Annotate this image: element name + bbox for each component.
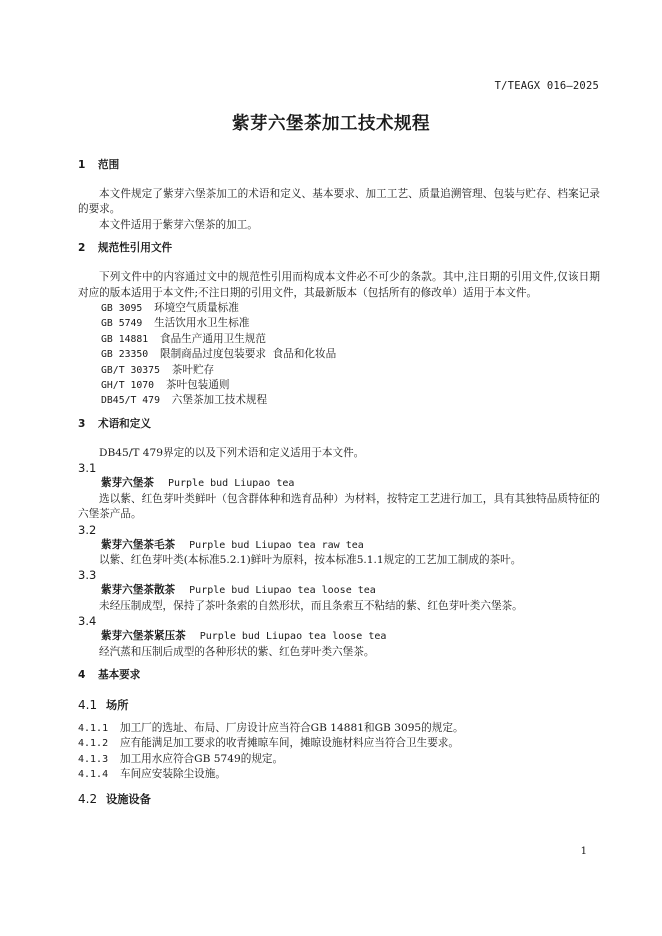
clause-item: 4.1.4 车间应安装除尘设施。 <box>78 768 226 781</box>
subsection-heading-site <box>78 697 600 713</box>
reference-item: GB 14881 食品生产通用卫生规范 <box>101 332 266 345</box>
section-number: 3 <box>78 417 86 430</box>
term-zh: 紫芽六堡茶毛茶 <box>101 538 176 551</box>
term-en: Purple bud Liupao tea loose tea <box>199 631 387 643</box>
document-body <box>78 158 600 807</box>
term-entry <box>78 476 600 491</box>
term-zh: 紫芽六堡茶 <box>101 477 154 490</box>
section-number: 4 <box>78 668 86 681</box>
subsection-number: 4.2 <box>78 791 98 806</box>
scope-paragraph-1: 本文件规定了紫芽六堡茶加工的术语和定义、基本要求、加工工艺、质量追溯管理、包装与贮存、档案记录的要求。 <box>78 188 600 216</box>
reference-item: GB 23350 限制商品过度包装要求 食品和化妆品 <box>101 348 337 361</box>
section-heading-terms <box>78 417 600 432</box>
term-definition: 选以紫、红色芽叶类鲜叶（包含群体种和选育品种）为材料，按特定工艺进行加工，具有其独特品质特征的六堡茶产品。 <box>78 492 600 521</box>
term-number: 3.3 <box>78 568 97 583</box>
term-number: 3.1 <box>78 461 97 476</box>
subsection-title: 场所 <box>106 698 129 712</box>
subsection-heading-equipment <box>78 791 600 807</box>
clause-item: 4.1.3 加工用水应符合GB 5749的规定。 <box>78 752 284 765</box>
term-definition: 未经压制成型，保持了茶叶条索的自然形状，而且条索互不粘结的紫、红色芽叶类六堡茶。 <box>99 599 523 612</box>
clause-item: 4.1.1 加工厂的选址、布局、厂房设计应当符合GB 14881和GB 3095的规定。 <box>78 721 464 734</box>
reference-item: DB45/T 479 六堡茶加工技术规程 <box>101 394 268 407</box>
term-entry <box>78 538 600 553</box>
terms-intro: DB45/T 479界定的以及下列术语和定义适用于本文件。 <box>99 446 365 459</box>
term-en: Purple bud Liupao tea <box>167 478 295 490</box>
section-heading-basic <box>78 668 600 683</box>
section-title: 术语和定义 <box>98 417 151 430</box>
term-number: 3.4 <box>78 614 97 629</box>
term-zh: 紫芽六堡茶散茶 <box>101 584 176 597</box>
page-number: 1 <box>580 846 587 857</box>
reference-item: GB 5749 生活饮用水卫生标准 <box>101 317 250 330</box>
term-zh: 紫芽六堡茶紧压茶 <box>101 630 186 643</box>
term-number: 3.2 <box>78 522 97 537</box>
subsection-title: 设施设备 <box>106 792 151 806</box>
term-definition: 经汽蒸和压制后成型的各种形状的紫、红色芽叶类六堡茶。 <box>99 645 375 658</box>
term-entry <box>78 629 600 644</box>
term-definition: 以紫、红色芽叶类(本标准5.2.1)鲜叶为原料，按本标准5.1.1规定的工艺加工制成的茶叶。 <box>99 553 522 566</box>
section-title: 基本要求 <box>98 668 141 681</box>
section-number: 2 <box>78 242 86 255</box>
subsection-number: 4.1 <box>78 697 98 712</box>
section-title: 范围 <box>98 159 120 171</box>
clause-item: 4.1.2 应有能满足加工要求的收青摊晾车间，摊晾设施材料应当符合卫生要求。 <box>78 737 459 750</box>
reference-item: GH/T 1070 茶叶包装通则 <box>101 379 230 392</box>
term-entry <box>78 583 600 598</box>
document-title: 紫芽六堡茶加工技术规程 <box>232 114 430 134</box>
scope-paragraph-2: 本文件适用于紫芽六堡茶的加工。 <box>99 218 258 231</box>
reference-item: GB 3095 环境空气质量标准 <box>101 302 239 315</box>
normative-intro: 下列文件中的内容通过文中的规范性引用而构成本文件必不可少的条款。其中,注日期的引用文件,仅该日期对应的版本适用于本文件;不注日期的引用文件，其最新版本（包括所有的修改单）适用于本文件。 <box>78 271 600 299</box>
standard-code: T/TEAGX 016—2025 <box>494 80 599 92</box>
reference-item: GB/T 30375 茶叶贮存 <box>101 363 215 376</box>
term-en: Purple bud Liupao tea loose tea <box>189 585 376 597</box>
section-number: 1 <box>78 159 86 171</box>
term-en: Purple bud Liupao tea raw tea <box>189 539 364 551</box>
section-heading-scope <box>78 158 600 173</box>
section-title: 规范性引用文件 <box>98 242 173 255</box>
section-heading-normative <box>78 241 600 256</box>
